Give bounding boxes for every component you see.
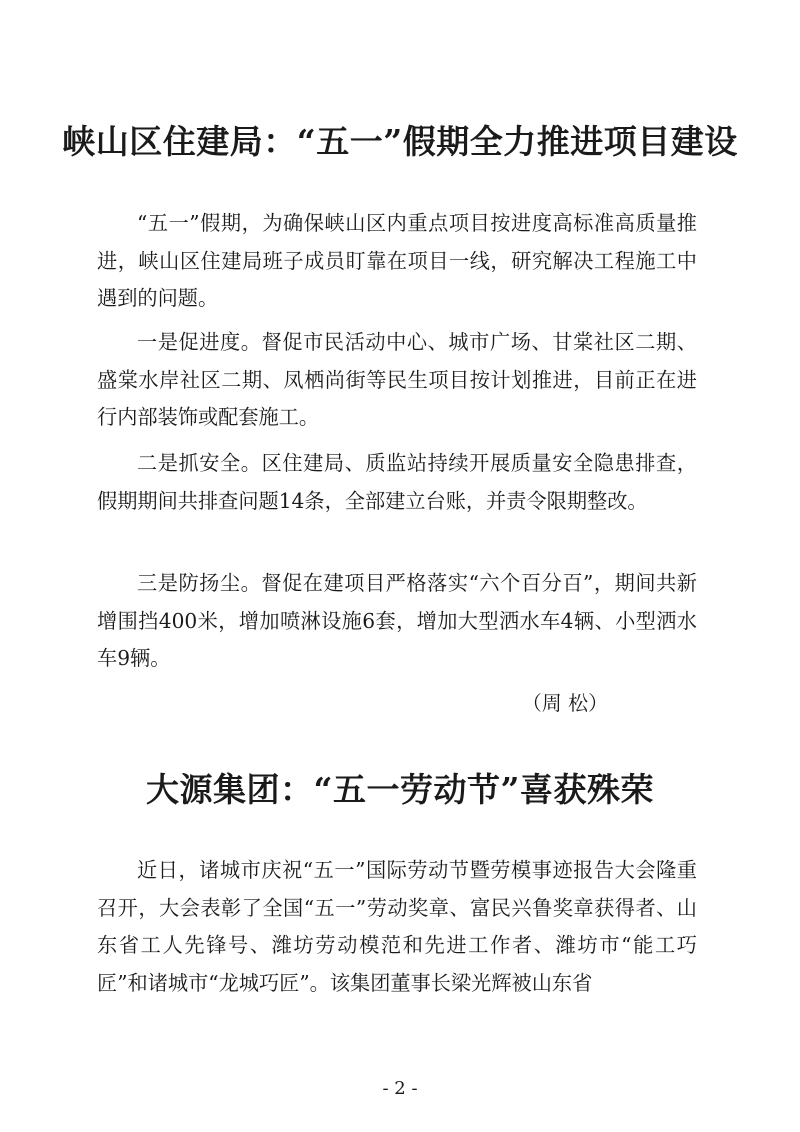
- article-1-title: 峡山区住建局：“五一”假期全力推进项目建设: [62, 122, 738, 161]
- article-1-paragraph-4: 三是防扬尘。督促在建项目严格落实“六个百分百”，期间共新增围挡400米，增加喷淋设施6套，增加大型洒水车4辆、小型洒水车9辆。: [97, 571, 697, 671]
- page-number: - 2 -: [382, 1078, 418, 1099]
- article-1-paragraph-2: 一是促进度。督促市民活动中心、城市广场、甘棠社区二期、盛棠水岸社区二期、凤栖尚街等民生项目按计划推进，目前正在进行内部装饰或配套施工。: [97, 330, 697, 430]
- article-1-paragraph-3: 二是抓安全。区住建局、质监站持续开展质量安全隐患排查，假期期间共排查问题14条，全部建立台账，并责令限期整改。: [97, 451, 697, 513]
- article-1-author: （周 松）: [521, 691, 609, 715]
- article-2-paragraph-1: 近日，诸城市庆祝“五一”国际劳动节暨劳模事迹报告大会隆重召开，大会表彰了全国“五一”劳动奖章、富民兴鲁奖章获得者、山东省工人先锋号、潍坊劳动模范和先进工作者、潍坊市“能工巧匠”和诸城市“龙城巧匠”。该集团董事长梁光辉被山东省: [97, 858, 697, 995]
- article-1-paragraph-1: “五一”假期，为确保峡山区内重点项目按进度高标准高质量推进，峡山区住建局班子成员盯靠在项目一线，研究解决工程施工中遇到的问题。: [97, 211, 697, 311]
- article-2-title: 大源集团：“五一劳动节”喜获殊荣: [146, 770, 654, 809]
